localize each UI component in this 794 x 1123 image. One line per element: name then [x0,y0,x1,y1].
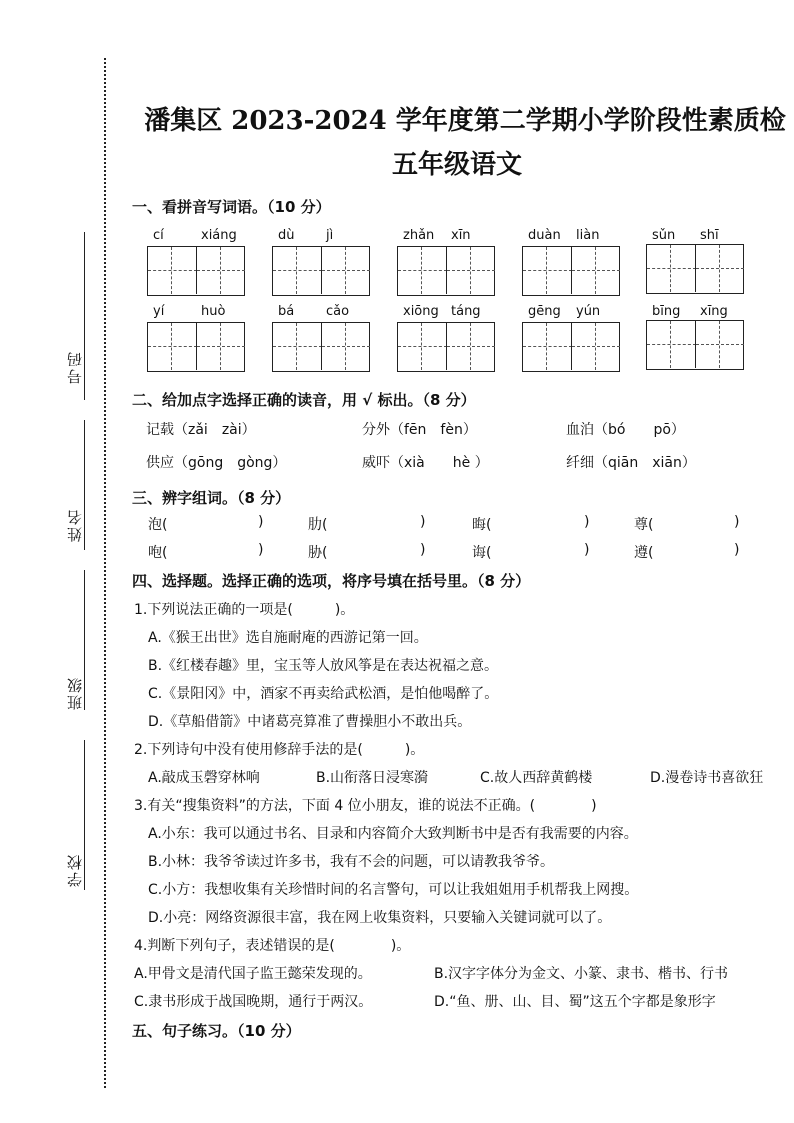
word-group-item[interactable]: 肋( [308,517,328,533]
grid-guide-line [523,346,572,347]
pinyin-syllable: jì [326,228,334,243]
writing-grid-box[interactable] [147,322,245,372]
tian-grid-cell[interactable] [398,323,447,370]
reading-item-3[interactable]: 血泊（bó pō） [566,422,685,438]
question-1-stem[interactable]: 1.下列说法正确的一项是( )。 [134,602,355,618]
tian-grid-cell[interactable] [571,247,620,294]
word-group-close: ) [258,542,264,558]
question-2-option-c[interactable]: C.故人西辞黄鹤楼 [480,770,593,786]
writing-grid-box[interactable] [646,320,744,370]
grid-guide-line [647,344,696,345]
tian-grid-cell[interactable] [321,323,370,370]
exam-subtitle: 五年级语文 [391,150,522,180]
question-2-option-d[interactable]: D.漫卷诗书喜欲狂 [650,770,764,786]
tian-grid-cell[interactable] [398,247,447,294]
question-1-option-c[interactable]: C.《景阳冈》中，酒家不再卖给武松酒，是怕他喝醉了。 [148,686,499,702]
tian-grid-cell[interactable] [196,247,245,294]
grid-guide-line [296,323,297,370]
tian-grid-cell[interactable] [695,321,744,368]
pinyin-syllable: duàn [528,228,561,243]
writing-grid-box[interactable] [522,246,620,296]
grid-guide-line [197,270,245,271]
question-1-option-a[interactable]: A.《猴王出世》选自施耐庵的西游记第一回。 [148,630,428,646]
class-line[interactable] [84,570,85,710]
pinyin-syllable: xīng [700,304,728,319]
grid-guide-line [421,323,422,370]
word-group-close: ) [258,514,264,530]
word-group-item[interactable]: 胁( [308,545,328,561]
grid-guide-line [523,270,572,271]
grid-guide-line [421,247,422,294]
section3-heading: 三、辨字组词。（8 分） [132,489,291,507]
question-1-option-b[interactable]: B.《红楼春趣》里，宝玉等人放风筝是在表达祝福之意。 [148,658,499,674]
grid-guide-line [447,270,495,271]
grid-guide-line [595,323,596,370]
word-group-item[interactable]: 咆( [148,545,168,561]
question-2-stem[interactable]: 2.下列诗句中没有使用修辞手法的是( )。 [134,742,425,758]
grid-guide-line [273,346,322,347]
grid-guide-line [345,323,346,370]
writing-grid-box[interactable] [272,322,370,372]
grid-guide-line [345,247,346,294]
question-2-option-a[interactable]: A.敲成玉磬穿林响 [148,770,260,786]
grid-guide-line [572,270,620,271]
section5-heading: 五、句子练习。（10 分） [132,1022,301,1040]
grid-guide-line [696,344,744,345]
grid-guide-line [220,323,221,370]
tian-grid-cell[interactable] [321,247,370,294]
question-3-option-b[interactable]: B.小林：我爷爷读过许多书，我有不会的问题，可以请教我爷爷。 [148,854,555,870]
tian-grid-cell[interactable] [446,247,495,294]
grid-guide-line [572,346,620,347]
section2-heading: 二、给加点字选择正确的读音，用 √ 标出。（8 分） [132,391,476,409]
grid-guide-line [148,270,197,271]
tian-grid-cell[interactable] [273,247,322,294]
tian-grid-cell[interactable] [446,323,495,370]
grid-guide-line [171,323,172,370]
grid-guide-line [546,247,547,294]
grid-guide-line [670,245,671,292]
pinyin-syllable: zhǎn [403,228,435,243]
writing-grid-box[interactable] [147,246,245,296]
tian-grid-cell[interactable] [647,245,696,292]
name-line[interactable] [84,420,85,550]
exam-title: 潘集区 2023-2024 学年度第二学期小学阶段性素质检 [144,106,786,136]
pinyin-syllable: xiōng [403,304,439,319]
tian-grid-cell[interactable] [523,247,572,294]
pinyin-syllable: gēng [528,304,561,319]
tian-grid-cell[interactable] [523,323,572,370]
grid-guide-line [197,346,245,347]
word-group-item[interactable]: 尊( [634,517,654,533]
word-group-close: ) [584,514,590,530]
question-1-option-d[interactable]: D.《草船借箭》中诸葛亮算准了曹操胆小不敢出兵。 [148,714,472,730]
tian-grid-cell[interactable] [647,321,696,368]
question-4-option-d[interactable]: D.“鱼、册、山、目、蜀”这五个字都是象形字 [434,994,716,1010]
word-group-close: ) [420,514,426,530]
grid-guide-line [273,270,322,271]
grid-guide-line [719,245,720,292]
pinyin-syllable: dù [278,228,295,243]
tian-grid-cell[interactable] [148,323,197,370]
grid-guide-line [470,323,471,370]
grid-guide-line [719,321,720,368]
tian-grid-cell[interactable] [571,323,620,370]
section4-heading: 四、选择题。选择正确的选项，将序号填在括号里。（8 分） [132,572,531,590]
word-group-close: ) [584,542,590,558]
word-group-item[interactable]: 诲( [472,545,492,561]
grid-guide-line [398,270,447,271]
pinyin-syllable: huò [201,304,226,319]
question-4-option-a[interactable]: A.甲骨文是清代国子监王懿荣发现的。 [134,966,372,982]
pinyin-syllable: xiáng [201,228,237,243]
grid-guide-line [322,346,370,347]
pinyin-syllable: cǎo [326,304,350,319]
question-4-stem[interactable]: 4.判断下列句子，表述错误的是( )。 [134,938,411,954]
reading-item-2[interactable]: 分外（fēn fèn） [362,422,477,438]
writing-grid-box[interactable] [397,322,495,372]
writing-grid-box[interactable] [646,244,744,294]
grid-guide-line [322,270,370,271]
exam-number-line[interactable] [84,232,85,400]
word-group-close: ) [734,542,740,558]
pinyin-syllable: cí [153,228,164,243]
writing-grid-box[interactable] [272,246,370,296]
word-group-close: ) [420,542,426,558]
grid-guide-line [171,247,172,294]
tian-grid-cell[interactable] [273,323,322,370]
reading-item-5[interactable]: 威吓（xià hè ） [362,455,489,471]
section1-heading: 一、看拼音写词语。（10 分） [132,198,331,216]
pinyin-syllable: bīng [652,304,681,319]
pinyin-syllable: shī [700,228,719,243]
question-3-option-a[interactable]: A.小东：我可以通过书名、目录和内容简介大致判断书中是否有我需要的内容。 [148,826,638,842]
reading-item-4[interactable]: 供应（gōng gòng） [146,455,287,471]
school-label: 学校 [66,853,84,887]
pinyin-syllable: yí [153,304,165,319]
word-group-item[interactable]: 遵( [634,545,654,561]
grid-guide-line [647,268,696,269]
reading-item-1[interactable]: 记载（zǎi zài） [146,422,256,438]
pinyin-syllable: xīn [451,228,471,243]
school-line[interactable] [84,740,85,890]
binding-dotted-line [104,58,106,1088]
question-3-option-d[interactable]: D.小亮：网络资源很丰富，我在网上收集资料，只要输入关键词就可以了。 [148,910,612,926]
grid-guide-line [447,346,495,347]
grid-guide-line [670,321,671,368]
tian-grid-cell[interactable] [148,247,197,294]
pinyin-syllable: liàn [576,228,600,243]
question-3-stem[interactable]: 3.有关“搜集资料”的方法，下面 4 位小朋友，谁的说法不正确。( ) [134,798,597,814]
word-group-item[interactable]: 泡( [148,517,168,533]
writing-grid-box[interactable] [522,322,620,372]
tian-grid-cell[interactable] [695,245,744,292]
pinyin-syllable: sǔn [652,228,676,243]
name-label: 姓名 [66,508,84,542]
pinyin-syllable: yún [576,304,601,319]
grid-guide-line [398,346,447,347]
question-3-option-c[interactable]: C.小方：我想收集有关珍惜时间的名言警句，可以让我姐姐用手机帮我上网搜。 [148,882,639,898]
grid-guide-line [148,346,197,347]
grid-guide-line [296,247,297,294]
question-4-option-b[interactable]: B.汉字字体分为金文、小篆、隶书、楷书、行书 [434,966,729,982]
grid-guide-line [470,247,471,294]
class-label: 班级 [66,676,84,710]
writing-grid-box[interactable] [397,246,495,296]
exam-number-label: 号码 [66,350,84,384]
grid-guide-line [220,247,221,294]
word-group-item[interactable]: 晦( [472,517,492,533]
question-2-option-b[interactable]: B.山衔落日浸寒漪 [316,770,429,786]
tian-grid-cell[interactable] [196,323,245,370]
word-group-close: ) [734,514,740,530]
grid-guide-line [595,247,596,294]
pinyin-syllable: bá [278,304,295,319]
reading-item-6[interactable]: 纤细（qiān xiān） [566,455,696,471]
grid-guide-line [696,268,744,269]
question-4-option-c[interactable]: C.隶书形成于战国晚期，通行于两汉。 [134,994,373,1010]
grid-guide-line [546,323,547,370]
pinyin-syllable: táng [451,304,481,319]
